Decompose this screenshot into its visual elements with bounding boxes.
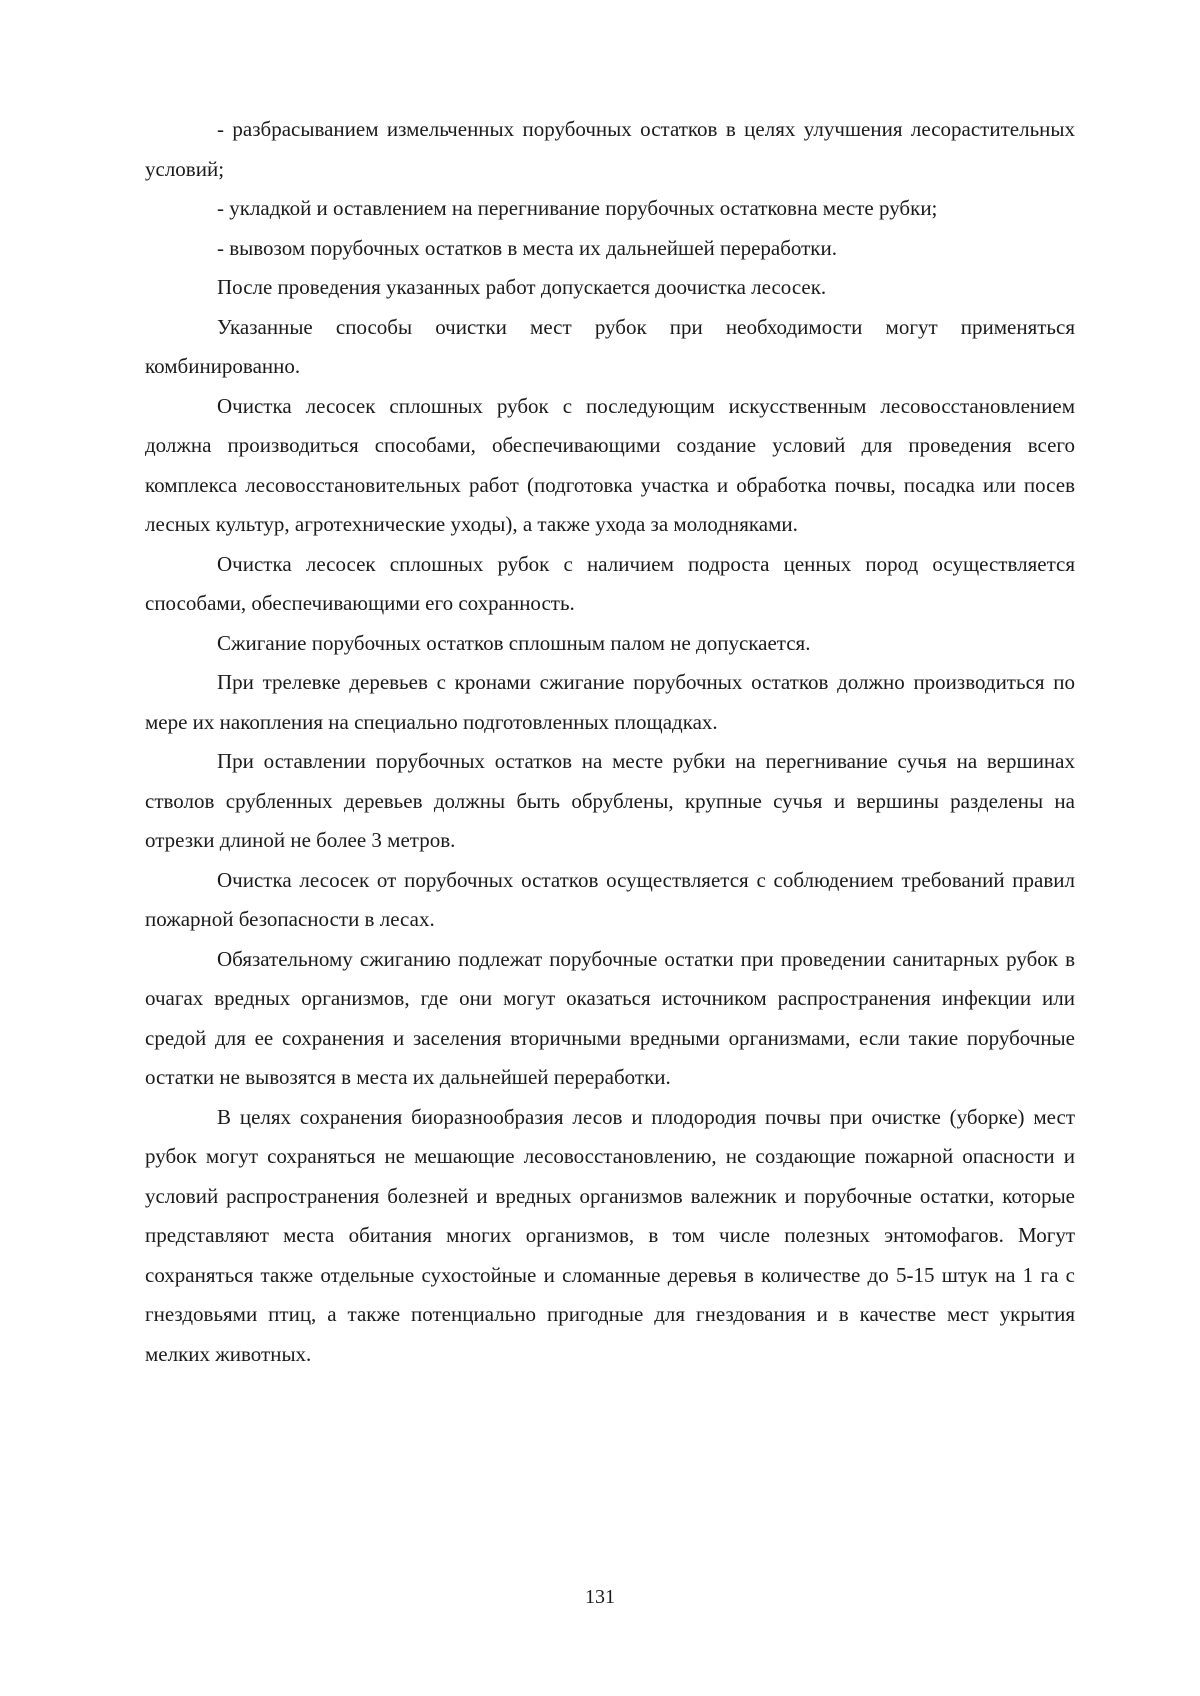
paragraph: Очистка лесосек сплошных рубок с наличием подроста ценных пород осуществляется способами, обеспечивающими его сохранность.	[145, 551, 1075, 615]
paragraph: Очистка лесосек сплошных рубок с последующим искусственным лесовосстановлением должна производиться способами, обеспечивающими создание условий для проведения всего комплекса лесовосстановительных работ (подготовка участка и обработка почвы, посадка или посев лесных культур, агротехнические уходы), а также ухода за молодняками.	[145, 393, 1075, 536]
page-number: 131	[585, 1586, 615, 1608]
paragraph: После проведения указанных работ допускается доочистка лесосек.	[217, 275, 827, 299]
paragraph: Очистка лесосек от порубочных остатков осуществляется с соблюдением требований правил пожарной безопасности в лесах.	[145, 867, 1075, 931]
paragraph: - вывозом порубочных остатков в места их дальнейшей переработки.	[217, 235, 837, 260]
paragraph: При оставлении порубочных остатков на месте рубки на перегнивание сучья на вершинах стволов срубленных деревьев должны быть обрублены, крупные сучья и вершины разделены на отрезки длиной не более 3 метров.	[145, 749, 1075, 852]
paragraph: - разбрасыванием измельченных порубочных остатков в целях улучшения лесорастительных условий;	[145, 117, 1075, 181]
paragraph: - укладкой и оставлением на перегнивание порубочных остатковна месте рубки;	[217, 196, 938, 220]
paragraph: Обязательному сжиганию подлежат порубочные остатки при проведении санитарных рубок в очагах вредных организмов, где они могут оказаться источником распространения инфекции или средой для ее сохранения и заселения вторичными вредными организмами, если такие порубочные остатки не вывозятся в места их дальнейшей переработки.	[145, 946, 1075, 1089]
paragraph: В целях сохранения биоразнообразия лесов и плодородия почвы при очистке (уборке) мест рубок могут сохраняться не мешающие лесовосстановлению, не создающие пожарной опасности и условий распространения болезней и вредных организмов валежник и порубочные остатки, которые представляют места обитания многих организмов, в том числе полезных энтомофагов. Могут сохраняться также отдельные сухостойные и сломанные деревья в количестве до 5-15 штук на 1 га с гнездовьями птиц, а также потенциально пригодные для гнездования и в качестве мест укрытия мелких животных.	[145, 1104, 1075, 1366]
body-text	[145, 110, 1075, 1374]
paragraph: Сжигание порубочных остатков сплошным палом не допускается.	[217, 630, 811, 655]
paragraph: При трелевке деревьев с кронами сжигание порубочных остатков должно производиться по мере их накопления на специально подготовленных площадках.	[145, 670, 1075, 734]
paragraph: Указанные способы очистки мест рубок при необходимости могут применяться комбинированно.	[145, 314, 1075, 378]
